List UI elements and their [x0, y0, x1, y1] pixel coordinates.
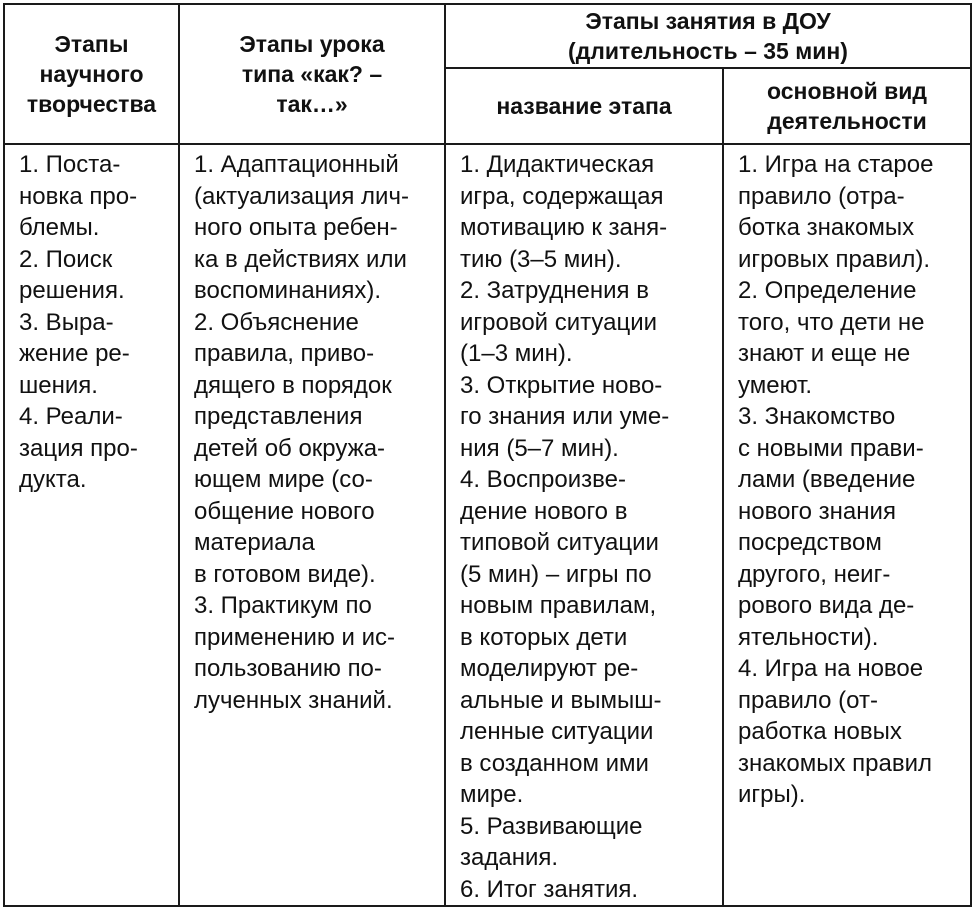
cell-text-line: умеют.	[738, 371, 813, 399]
header-main-activity	[723, 68, 971, 144]
cell-text-line: блемы.	[19, 214, 100, 241]
cell-text-line: игра, содержащая	[460, 182, 664, 210]
header-line: название этапа	[496, 93, 672, 119]
header-stage-name	[445, 68, 723, 144]
cell-text-line: нового знания	[738, 497, 896, 525]
cell-text-line: 3. Выра-	[19, 308, 114, 336]
cell-text-line: 2. Затруднения в	[460, 277, 649, 304]
cell-text-line: 2. Объяснение	[194, 308, 359, 336]
cell-text-line: 4. Игра на новое	[738, 655, 924, 682]
header-line: Этапы занятия в ДОУ	[585, 8, 831, 34]
header-line: типа «как? –	[241, 61, 383, 87]
cell-text-line: лученных знаний.	[194, 686, 393, 714]
cell-text-line: ятельности).	[738, 623, 879, 651]
header-line: деятельности	[767, 108, 927, 134]
cell-text-line: 1. Дидактическая	[460, 151, 655, 178]
cell-text-line: с новыми прави-	[738, 434, 924, 462]
cell-text-line: правило (отра-	[738, 182, 905, 210]
cell-text-line: применению и ис-	[194, 623, 395, 651]
cell-text-line: 3. Открытие ново-	[460, 371, 663, 399]
header-line: (длительность – 35 мин)	[568, 38, 848, 64]
cell-text-line: ния (5–7 мин).	[460, 434, 619, 462]
cell-text-line: 3. Знакомство	[738, 403, 896, 430]
cell-text-line: в созданном ими	[460, 749, 649, 777]
cell-text-line: 2. Определение	[738, 277, 917, 304]
cell-text-line: 6. Итог занятия.	[460, 875, 639, 903]
cell-text-line: 1. Поста-	[19, 151, 121, 178]
cell-text-line: воспоминаниях).	[194, 277, 381, 304]
cell-text-line: 1. Игра на старое	[738, 151, 934, 178]
cell-text-line: 2. Поиск	[19, 245, 113, 273]
cell-text-line: пользованию по-	[194, 655, 382, 682]
header-line: основной вид	[767, 78, 927, 104]
cell-text-line: ботка знакомых	[738, 214, 915, 241]
cell-text-line: задания.	[460, 844, 559, 871]
cell-text-line: жение ре-	[19, 340, 130, 367]
cell-text-line: правила, приво-	[194, 340, 375, 367]
cell-text-line: зация про-	[19, 434, 138, 462]
header-lesson-stages	[179, 4, 445, 144]
header-line: Этапы урока	[239, 31, 385, 57]
cell-text-line: ка в действиях или	[194, 245, 407, 273]
cell-text-line: детей об окружа-	[194, 434, 386, 462]
table-body-row	[4, 144, 971, 906]
header-dou-stages	[445, 4, 971, 68]
cell-text-line: в готовом виде).	[194, 560, 376, 588]
cell-text-line: мотивацию к заня-	[460, 214, 668, 241]
cell-text-line: знают и еще не	[738, 340, 911, 367]
cell-text-line: лами (введение	[738, 466, 916, 493]
cell-text-line: игры).	[738, 781, 806, 808]
header-line: научного	[39, 61, 144, 87]
cell-text-line: дящего в порядок	[194, 371, 392, 399]
lesson-stages-table	[3, 3, 972, 907]
cell-text-line: правило (от-	[738, 686, 878, 714]
cell-text-line: материала	[194, 529, 315, 556]
header-line: Этапы	[54, 31, 129, 57]
cell-text-line: рового вида де-	[738, 592, 915, 619]
cell-text-line: 4. Реали-	[19, 403, 123, 430]
cell-text-line: 4. Воспроизве-	[460, 466, 626, 493]
cell-text-line: посредством	[738, 529, 882, 556]
cell-lesson-stages	[179, 144, 445, 906]
cell-text-line: 1. Адаптационный	[194, 151, 399, 178]
cell-text-line: представления	[194, 403, 363, 430]
cell-text-line: го знания или уме-	[460, 403, 670, 430]
cell-text-line: дение нового в	[460, 497, 628, 525]
cell-text-line: игровых правил).	[738, 245, 931, 273]
cell-main-activities	[723, 144, 971, 906]
cell-text-line: ленные ситуации	[460, 718, 654, 745]
cell-text-line: 3. Практикум по	[194, 592, 372, 619]
cell-text-line: знакомых правил	[738, 749, 932, 777]
cell-scientific-stages	[4, 144, 179, 906]
cell-text-line: того, что дети не	[738, 308, 925, 336]
header-scientific-stages	[4, 4, 179, 144]
cell-text-line: новым правилам,	[460, 592, 657, 619]
cell-text-line: (актуализация лич-	[194, 182, 409, 210]
cell-text-line: работка новых	[738, 718, 902, 745]
cell-text-line: игровой ситуации	[460, 308, 658, 336]
cell-text-line: тию (3–5 мин).	[460, 245, 622, 273]
table-header-row	[4, 4, 971, 68]
cell-text-line: 5. Развивающие	[460, 812, 643, 840]
cell-text-line: типовой ситуации	[460, 529, 659, 556]
cell-text-line: моделируют ре-	[460, 655, 639, 682]
cell-text-line: ного опыта ребен-	[194, 214, 398, 241]
cell-text-line: общение нового	[194, 497, 375, 525]
cell-text-line: в которых дети	[460, 623, 628, 651]
cell-stage-names	[445, 144, 723, 906]
header-line: творчества	[26, 91, 157, 117]
cell-text-line: новка про-	[19, 182, 138, 210]
header-line: так…»	[276, 91, 348, 117]
cell-text-line: мире.	[460, 781, 524, 808]
cell-text-line: дукта.	[19, 466, 87, 493]
cell-text-line: решения.	[19, 277, 125, 304]
cell-text-line: альные и вымыш-	[460, 686, 662, 714]
cell-text-line: (1–3 мин).	[460, 340, 573, 367]
cell-text-line: другого, неиг-	[738, 560, 891, 588]
cell-text-line: шения.	[19, 371, 98, 399]
cell-text-line: ющем мире (со-	[194, 466, 373, 493]
cell-text-line: (5 мин) – игры по	[460, 560, 652, 588]
